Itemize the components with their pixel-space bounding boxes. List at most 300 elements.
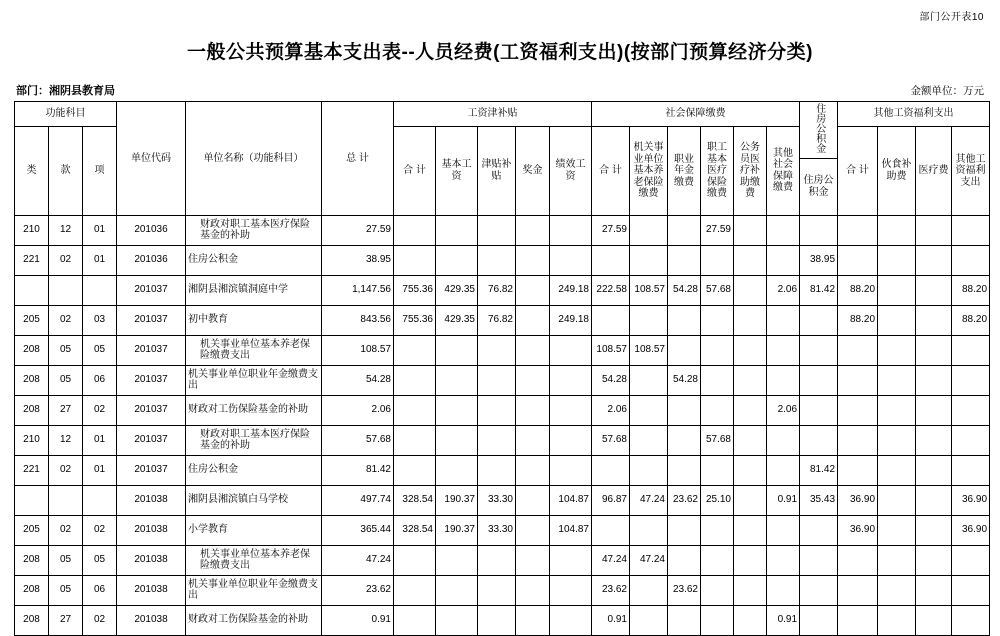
cell-food-subsidy <box>878 485 916 515</box>
cell-bonus <box>516 305 550 335</box>
cell-other-total: 36.90 <box>838 485 878 515</box>
cell-pension <box>630 605 668 635</box>
cell-civil-servant-medical <box>734 365 767 395</box>
cell-allowance <box>478 395 516 425</box>
cell-unit-code: 201038 <box>117 515 186 545</box>
header-performance-salary: 绩效工资 <box>550 127 592 216</box>
cell-other-total <box>838 335 878 365</box>
table-row <box>15 515 990 545</box>
cell-bonus <box>516 425 550 455</box>
cell-xiang: 06 <box>83 575 117 605</box>
cell-housing-fund: 81.42 <box>800 455 838 485</box>
cell-salary-total <box>394 605 436 635</box>
cell-social-total <box>592 305 630 335</box>
cell-other-social <box>767 425 800 455</box>
cell-kuan: 02 <box>49 245 83 275</box>
cell-occupational-annuity: 54.28 <box>668 275 701 305</box>
cell-salary-total <box>394 425 436 455</box>
cell-housing-fund <box>800 425 838 455</box>
cell-salary-total <box>394 395 436 425</box>
cell-social-total: 2.06 <box>592 395 630 425</box>
cell-social-total: 0.91 <box>592 605 630 635</box>
cell-medical-fee <box>916 515 952 545</box>
cell-other-social <box>767 515 800 545</box>
cell-civil-servant-medical <box>734 335 767 365</box>
cell-kuan: 02 <box>49 305 83 335</box>
cell-medical <box>701 395 734 425</box>
cell-pension <box>630 365 668 395</box>
cell-basic-salary: 429.35 <box>436 275 478 305</box>
cell-food-subsidy <box>878 515 916 545</box>
cell-other-welfare <box>952 455 990 485</box>
cell-class: 208 <box>15 335 49 365</box>
header-other-social: 其他社会保障缴费 <box>767 127 800 216</box>
cell-bonus <box>516 485 550 515</box>
cell-total: 2.06 <box>322 395 394 425</box>
cell-kuan <box>49 485 83 515</box>
cell-salary-total: 755.36 <box>394 305 436 335</box>
cell-civil-servant-medical <box>734 485 767 515</box>
header-civil-servant-medical: 公务员医疗补助缴费 <box>734 127 767 216</box>
cell-performance-salary <box>550 425 592 455</box>
header-pension: 机关事业单位基本养老保险缴费 <box>630 127 668 216</box>
cell-social-total: 23.62 <box>592 575 630 605</box>
cell-kuan: 02 <box>49 455 83 485</box>
cell-total: 23.62 <box>322 575 394 605</box>
cell-medical-fee <box>916 305 952 335</box>
cell-other-welfare: 36.90 <box>952 515 990 545</box>
cell-other-social: 2.06 <box>767 395 800 425</box>
cell-civil-servant-medical <box>734 605 767 635</box>
header-basic-salary: 基本工资 <box>436 127 478 216</box>
cell-class: 208 <box>15 395 49 425</box>
cell-bonus <box>516 605 550 635</box>
cell-total: 108.57 <box>322 335 394 365</box>
table-row <box>15 365 990 395</box>
cell-unit-code: 201037 <box>117 395 186 425</box>
cell-social-total <box>592 455 630 485</box>
cell-other-welfare <box>952 575 990 605</box>
cell-xiang: 01 <box>83 215 117 245</box>
cell-class: 205 <box>15 515 49 545</box>
cell-medical <box>701 335 734 365</box>
cell-class: 208 <box>15 575 49 605</box>
cell-food-subsidy <box>878 275 916 305</box>
cell-pension: 47.24 <box>630 485 668 515</box>
cell-unit-name: 湘阴县湘滨镇白马学校 <box>186 485 322 515</box>
table-row <box>15 245 990 275</box>
cell-medical-fee <box>916 365 952 395</box>
cell-other-welfare <box>952 395 990 425</box>
cell-other-welfare <box>952 605 990 635</box>
cell-class: 221 <box>15 455 49 485</box>
header-other-total: 合 计 <box>838 127 878 216</box>
cell-xiang: 01 <box>83 425 117 455</box>
cell-civil-servant-medical <box>734 275 767 305</box>
cell-occupational-annuity <box>668 395 701 425</box>
table-row <box>15 605 990 635</box>
cell-basic-salary <box>436 575 478 605</box>
header-food-subsidy: 伙食补助费 <box>878 127 916 216</box>
cell-other-social <box>767 215 800 245</box>
cell-medical-fee <box>916 245 952 275</box>
cell-medical: 27.59 <box>701 215 734 245</box>
cell-pension <box>630 215 668 245</box>
cell-basic-salary: 429.35 <box>436 305 478 335</box>
cell-class: 221 <box>15 245 49 275</box>
cell-other-welfare <box>952 545 990 575</box>
cell-kuan: 05 <box>49 575 83 605</box>
cell-salary-total: 328.54 <box>394 515 436 545</box>
cell-xiang: 01 <box>83 455 117 485</box>
header-class: 类 <box>15 127 49 216</box>
cell-social-total: 57.68 <box>592 425 630 455</box>
cell-allowance: 33.30 <box>478 515 516 545</box>
table-row <box>15 485 990 515</box>
cell-occupational-annuity <box>668 545 701 575</box>
cell-xiang: 03 <box>83 305 117 335</box>
cell-other-welfare: 36.90 <box>952 485 990 515</box>
cell-kuan: 12 <box>49 425 83 455</box>
cell-medical: 25.10 <box>701 485 734 515</box>
cell-salary-total <box>394 335 436 365</box>
cell-unit-name: 机关事业单位职业年金缴费支出 <box>186 365 322 395</box>
table-row <box>15 455 990 485</box>
cell-medical-fee <box>916 425 952 455</box>
cell-medical-fee <box>916 545 952 575</box>
cell-xiang <box>83 275 117 305</box>
cell-performance-salary <box>550 455 592 485</box>
cell-basic-salary <box>436 605 478 635</box>
cell-medical-fee <box>916 605 952 635</box>
cell-food-subsidy <box>878 215 916 245</box>
cell-basic-salary <box>436 455 478 485</box>
table-row <box>15 575 990 605</box>
cell-food-subsidy <box>878 365 916 395</box>
cell-kuan: 05 <box>49 335 83 365</box>
cell-performance-salary <box>550 365 592 395</box>
cell-housing-fund <box>800 365 838 395</box>
cell-allowance: 76.82 <box>478 305 516 335</box>
cell-other-total <box>838 575 878 605</box>
cell-bonus <box>516 575 550 605</box>
department-label: 部门：湘阴县教育局 <box>16 85 115 97</box>
cell-occupational-annuity <box>668 605 701 635</box>
cell-other-social <box>767 305 800 335</box>
cell-other-social: 0.91 <box>767 605 800 635</box>
cell-food-subsidy <box>878 305 916 335</box>
cell-housing-fund <box>800 335 838 365</box>
cell-salary-total <box>394 365 436 395</box>
cell-occupational-annuity: 23.62 <box>668 485 701 515</box>
cell-medical-fee <box>916 275 952 305</box>
cell-salary-total <box>394 545 436 575</box>
cell-food-subsidy <box>878 425 916 455</box>
cell-unit-code: 201038 <box>117 545 186 575</box>
cell-xiang: 02 <box>83 515 117 545</box>
cell-unit-name: 初中教育 <box>186 305 322 335</box>
cell-other-total <box>838 545 878 575</box>
cell-performance-salary <box>550 215 592 245</box>
cell-allowance <box>478 575 516 605</box>
cell-other-social <box>767 575 800 605</box>
header-social-total: 合 计 <box>592 127 630 216</box>
cell-kuan: 12 <box>49 215 83 245</box>
cell-medical <box>701 455 734 485</box>
cell-basic-salary <box>436 245 478 275</box>
cell-salary-total: 328.54 <box>394 485 436 515</box>
cell-allowance <box>478 605 516 635</box>
cell-civil-servant-medical <box>734 515 767 545</box>
table-row <box>15 305 990 335</box>
header-housing-fund: 住房公积金 <box>800 102 838 159</box>
cell-bonus <box>516 275 550 305</box>
cell-other-welfare <box>952 215 990 245</box>
cell-salary-total: 755.36 <box>394 275 436 305</box>
cell-unit-code: 201036 <box>117 215 186 245</box>
cell-unit-name: 财政对工伤保险基金的补助 <box>186 395 322 425</box>
table-row <box>15 335 990 365</box>
cell-occupational-annuity <box>668 335 701 365</box>
header-unit-code: 单位代码 <box>117 102 186 216</box>
cell-bonus <box>516 515 550 545</box>
cell-total: 843.56 <box>322 305 394 335</box>
cell-occupational-annuity <box>668 425 701 455</box>
cell-medical-fee <box>916 455 952 485</box>
cell-pension: 108.57 <box>630 335 668 365</box>
cell-social-total: 54.28 <box>592 365 630 395</box>
header-allowance: 津贴补贴 <box>478 127 516 216</box>
cell-unit-name: 机关事业单位基本养老保险缴费支出 <box>186 335 322 365</box>
cell-other-welfare: 88.20 <box>952 275 990 305</box>
cell-other-welfare <box>952 245 990 275</box>
cell-performance-salary: 104.87 <box>550 515 592 545</box>
cell-unit-code: 201037 <box>117 335 186 365</box>
cell-food-subsidy <box>878 395 916 425</box>
cell-bonus <box>516 215 550 245</box>
cell-civil-servant-medical <box>734 425 767 455</box>
cell-pension <box>630 515 668 545</box>
cell-civil-servant-medical <box>734 245 767 275</box>
cell-other-social <box>767 335 800 365</box>
cell-medical <box>701 575 734 605</box>
cell-other-total <box>838 455 878 485</box>
cell-total: 0.91 <box>322 605 394 635</box>
cell-kuan: 27 <box>49 395 83 425</box>
cell-pension <box>630 425 668 455</box>
cell-performance-salary <box>550 575 592 605</box>
cell-unit-code: 201036 <box>117 245 186 275</box>
cell-unit-name: 财政对职工基本医疗保险基金的补助 <box>186 215 322 245</box>
cell-other-social <box>767 365 800 395</box>
cell-food-subsidy <box>878 245 916 275</box>
cell-pension <box>630 245 668 275</box>
cell-other-total <box>838 395 878 425</box>
cell-class: 208 <box>15 365 49 395</box>
cell-xiang: 02 <box>83 395 117 425</box>
cell-performance-salary <box>550 545 592 575</box>
cell-other-welfare: 88.20 <box>952 305 990 335</box>
cell-unit-name: 财政对工伤保险基金的补助 <box>186 605 322 635</box>
cell-occupational-annuity: 23.62 <box>668 575 701 605</box>
cell-medical-fee <box>916 335 952 365</box>
cell-kuan: 05 <box>49 365 83 395</box>
cell-unit-code: 201038 <box>117 575 186 605</box>
cell-kuan: 02 <box>49 515 83 545</box>
unit-label: 金额单位：万元 <box>910 85 984 97</box>
cell-civil-servant-medical <box>734 395 767 425</box>
table-row <box>15 425 990 455</box>
header-bonus: 奖金 <box>516 127 550 216</box>
cell-civil-servant-medical <box>734 545 767 575</box>
cell-pension <box>630 305 668 335</box>
cell-housing-fund <box>800 395 838 425</box>
cell-basic-salary <box>436 365 478 395</box>
header-total: 总 计 <box>322 102 394 216</box>
cell-occupational-annuity <box>668 515 701 545</box>
cell-performance-salary <box>550 605 592 635</box>
cell-class: 210 <box>15 425 49 455</box>
meta-row <box>14 82 986 101</box>
cell-other-social: 2.06 <box>767 275 800 305</box>
cell-other-total: 36.90 <box>838 515 878 545</box>
cell-civil-servant-medical <box>734 215 767 245</box>
header-social-group: 社会保障缴费 <box>592 102 800 127</box>
cell-unit-name: 财政对职工基本医疗保险基金的补助 <box>186 425 322 455</box>
cell-housing-fund <box>800 305 838 335</box>
cell-allowance <box>478 425 516 455</box>
table-row <box>15 215 990 245</box>
cell-other-total <box>838 215 878 245</box>
cell-salary-total <box>394 455 436 485</box>
cell-salary-total <box>394 575 436 605</box>
cell-medical <box>701 545 734 575</box>
cell-total: 81.42 <box>322 455 394 485</box>
header-xiang: 项 <box>83 127 117 216</box>
page-title: 一般公共预算基本支出表--人员经费(工资福利支出)(按部门预算经济分类) <box>187 42 813 63</box>
cell-unit-code: 201037 <box>117 365 186 395</box>
header-salary-group: 工资津补贴 <box>394 102 592 127</box>
cell-other-welfare <box>952 425 990 455</box>
cell-other-social <box>767 245 800 275</box>
cell-kuan: 05 <box>49 545 83 575</box>
cell-unit-code: 201037 <box>117 305 186 335</box>
header-kuan: 款 <box>49 127 83 216</box>
cell-allowance: 33.30 <box>478 485 516 515</box>
cell-occupational-annuity <box>668 455 701 485</box>
header-other-welfare: 其他工资福利支出 <box>952 127 990 216</box>
cell-food-subsidy <box>878 335 916 365</box>
cell-allowance <box>478 335 516 365</box>
header-medical-fee: 医疗费 <box>916 127 952 216</box>
cell-occupational-annuity: 54.28 <box>668 365 701 395</box>
cell-food-subsidy <box>878 545 916 575</box>
cell-kuan: 27 <box>49 605 83 635</box>
cell-housing-fund <box>800 575 838 605</box>
cell-occupational-annuity <box>668 305 701 335</box>
cell-social-total <box>592 245 630 275</box>
cell-other-total: 88.20 <box>838 305 878 335</box>
cell-medical <box>701 365 734 395</box>
cell-performance-salary: 249.18 <box>550 275 592 305</box>
cell-total: 38.95 <box>322 245 394 275</box>
header-medical: 职工基本医疗保险缴费 <box>701 127 734 216</box>
cell-housing-fund <box>800 215 838 245</box>
cell-total: 1,147.56 <box>322 275 394 305</box>
cell-class: 208 <box>15 605 49 635</box>
cell-xiang: 02 <box>83 605 117 635</box>
cell-total: 365.44 <box>322 515 394 545</box>
cell-basic-salary <box>436 545 478 575</box>
cell-social-total <box>592 515 630 545</box>
cell-xiang: 05 <box>83 545 117 575</box>
cell-other-total <box>838 245 878 275</box>
cell-allowance <box>478 455 516 485</box>
table-header-row-1 <box>15 102 990 127</box>
cell-housing-fund: 81.42 <box>800 275 838 305</box>
cell-salary-total <box>394 245 436 275</box>
cell-unit-code: 201037 <box>117 455 186 485</box>
cell-kuan <box>49 275 83 305</box>
cell-medical-fee <box>916 485 952 515</box>
header-function-subject: 功能科目 <box>15 102 117 127</box>
cell-housing-fund: 38.95 <box>800 245 838 275</box>
cell-food-subsidy <box>878 605 916 635</box>
cell-other-social <box>767 545 800 575</box>
cell-basic-salary: 190.37 <box>436 485 478 515</box>
cell-other-social <box>767 455 800 485</box>
cell-class: 208 <box>15 545 49 575</box>
cell-pension: 47.24 <box>630 545 668 575</box>
cell-unit-code: 201037 <box>117 425 186 455</box>
cell-allowance <box>478 215 516 245</box>
header-other-group: 其他工资福利支出 <box>838 102 990 127</box>
cell-basic-salary <box>436 335 478 365</box>
cell-civil-servant-medical <box>734 575 767 605</box>
cell-xiang <box>83 485 117 515</box>
cell-civil-servant-medical <box>734 305 767 335</box>
cell-bonus <box>516 545 550 575</box>
header-unit-name: 单位名称（功能科目） <box>186 102 322 216</box>
cell-other-total <box>838 605 878 635</box>
cell-allowance <box>478 365 516 395</box>
cell-bonus <box>516 335 550 365</box>
cell-other-welfare <box>952 335 990 365</box>
cell-pension <box>630 575 668 605</box>
cell-total: 47.24 <box>322 545 394 575</box>
cell-social-total: 27.59 <box>592 215 630 245</box>
cell-medical: 57.68 <box>701 425 734 455</box>
cell-unit-name: 湘阴县湘滨镇洞庭中学 <box>186 275 322 305</box>
cell-unit-code: 201038 <box>117 485 186 515</box>
cell-medical <box>701 305 734 335</box>
cell-housing-fund: 35.43 <box>800 485 838 515</box>
cell-salary-total <box>394 215 436 245</box>
cell-unit-code: 201038 <box>117 605 186 635</box>
cell-unit-name: 小学教育 <box>186 515 322 545</box>
cell-pension: 108.57 <box>630 275 668 305</box>
cell-housing-fund <box>800 605 838 635</box>
cell-medical-fee <box>916 215 952 245</box>
cell-class <box>15 485 49 515</box>
cell-other-social: 0.91 <box>767 485 800 515</box>
header-salary-total: 合 计 <box>394 127 436 216</box>
cell-basic-salary <box>436 395 478 425</box>
cell-social-total: 47.24 <box>592 545 630 575</box>
budget-table <box>14 101 990 636</box>
cell-food-subsidy <box>878 455 916 485</box>
cell-bonus <box>516 395 550 425</box>
